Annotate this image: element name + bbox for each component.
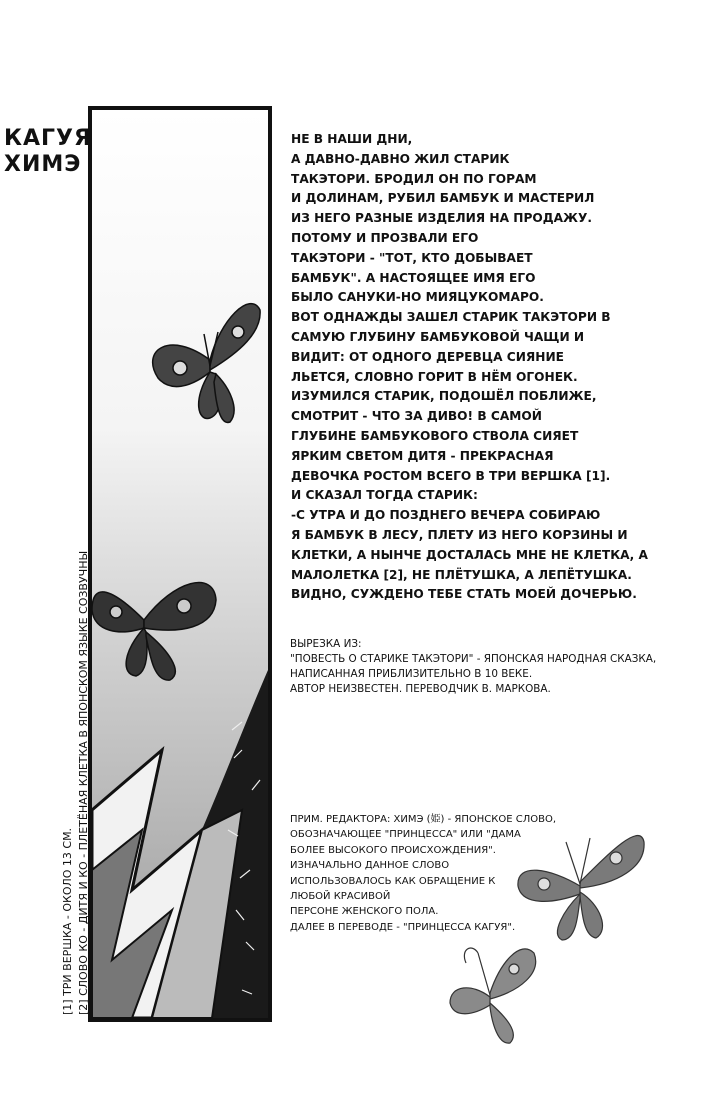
story-line: САМУЮ ГЛУБИНУ БАМБУКОВОЙ ЧАЩИ И bbox=[291, 329, 585, 344]
story-text bbox=[291, 130, 648, 605]
story-line: ГЛУБИНЕ БАМБУКОВОГО СТВОЛА СИЯЕТ bbox=[291, 428, 579, 443]
source-line: ВЫРЕЗКА ИЗ: bbox=[290, 638, 362, 650]
story-line: ЛЬЕТСЯ, СЛОВНО ГОРИТ В НЁМ ОГОНЕК. bbox=[291, 369, 578, 384]
source-citation bbox=[290, 637, 690, 697]
scroll-illustration bbox=[88, 106, 272, 1022]
note-line: БОЛЕЕ ВЫСОКОГО ПРОИСХОЖДЕНИЯ". bbox=[290, 844, 496, 856]
story-line: ИЗУМИЛСЯ СТАРИК, ПОДОШЁЛ ПОБЛИЖЕ, bbox=[291, 389, 597, 404]
source-line: НАПИСАННАЯ ПРИБЛИЗИТЕЛЬНО В 10 ВЕКЕ. bbox=[290, 668, 533, 680]
note-line: ОБОЗНАЧАЮЩЕЕ "ПРИНЦЕССА" ИЛИ "ДАМА bbox=[290, 829, 521, 841]
note-line: ДАЛЕЕ В ПЕРЕВОДЕ - "ПРИНЦЕССА КАГУЯ". bbox=[290, 921, 516, 933]
note-line: ИЗНАЧАЛЬНО ДАННОЕ СЛОВО bbox=[290, 860, 450, 872]
story-line: И ДОЛИНАМ, РУБИЛ БАМБУК И МАСТЕРИЛ bbox=[291, 191, 595, 206]
story-line: ВОТ ОДНАЖДЫ ЗАШЕЛ СТАРИК ТАКЭТОРИ В bbox=[291, 310, 611, 325]
butterfly-scroll-icon bbox=[92, 110, 268, 1018]
story-line: БЫЛО САНУКИ-НО МИЯЦУКОМАРО. bbox=[291, 290, 544, 305]
story-line: МАЛОЛЕТКА [2], НЕ ПЛЁТУШКА, А ЛЕПЁТУШКА. bbox=[291, 567, 632, 582]
note-line: ПЕРСОНЕ ЖЕНСКОГО ПОЛА. bbox=[290, 906, 439, 918]
story-line: ДЕВОЧКА РОСТОМ ВСЕГО В ТРИ ВЕРШКА [1]. bbox=[291, 468, 611, 483]
story-line: Я БАМБУК В ЛЕСУ, ПЛЕТУ ИЗ НЕГО КОРЗИНЫ И bbox=[291, 527, 628, 542]
story-line: А ДАВНО-ДАВНО ЖИЛ СТАРИК bbox=[291, 151, 510, 166]
story-line: ТАКЭТОРИ. БРОДИЛ ОН ПО ГОРАМ bbox=[291, 171, 537, 186]
story-line: ИЗ НЕГО РАЗНЫЕ ИЗДЕЛИЯ НА ПРОДАЖУ. bbox=[291, 211, 593, 226]
story-line: ВИДИТ: ОТ ОДНОГО ДЕРЕВЦА СИЯНИЕ bbox=[291, 349, 564, 364]
footnote-1: [1] ТРИ ВЕРШКА - ОКОЛО 13 СМ. bbox=[61, 827, 74, 1015]
page-title bbox=[4, 126, 92, 178]
footnote-2: [2] СЛОВО КО - ДИТЯ И КО - ПЛЕТЁНАЯ КЛЕТКА В ЯПОНСКОМ ЯЗЫКЕ СОЗВУЧНЫ bbox=[77, 550, 90, 1015]
story-line: БАМБУК". А НАСТОЯЩЕЕ ИМЯ ЕГО bbox=[291, 270, 536, 285]
footnotes bbox=[60, 495, 92, 1015]
story-line: -С УТРА И ДО ПОЗДНЕГО ВЕЧЕРА СОБИРАЮ bbox=[291, 508, 601, 523]
story-line: СМОТРИТ - ЧТО ЗА ДИВО! В САМОЙ bbox=[291, 409, 542, 424]
butterfly-small-icon bbox=[428, 935, 558, 1055]
title-line-1: КАГУЯ bbox=[4, 126, 92, 151]
note-line: ЛЮБОЙ КРАСИВОЙ bbox=[290, 891, 391, 903]
story-line: ЯРКИМ СВЕТОМ ДИТЯ - ПРЕКРАСНАЯ bbox=[291, 448, 554, 463]
story-line: ПОТОМУ И ПРОЗВАЛИ ЕГО bbox=[291, 230, 479, 245]
story-line: КЛЕТКИ, А НЫНЧЕ ДОСТАЛАСЬ МНЕ НЕ КЛЕТКА, А bbox=[291, 547, 648, 562]
story-line: ВИДНО, СУЖДЕНО ТЕБЕ СТАТЬ МОЕЙ ДОЧЕРЬЮ. bbox=[291, 587, 637, 602]
source-line: "ПОВЕСТЬ О СТАРИКЕ ТАКЭТОРИ" - ЯПОНСКАЯ НАРОДНАЯ СКАЗКА, bbox=[290, 653, 657, 665]
note-line: ИСПОЛЬЗОВАЛОСЬ КАК ОБРАЩЕНИЕ К bbox=[290, 875, 496, 887]
note-line: ПРИМ. РЕДАКТОРА: ХИМЭ (姫) - ЯПОНСКОЕ СЛОВО, bbox=[290, 814, 556, 825]
source-line: АВТОР НЕИЗВЕСТЕН. ПЕРЕВОДЧИК В. МАРКОВА. bbox=[290, 683, 551, 695]
story-line: НЕ В НАШИ ДНИ, bbox=[291, 132, 413, 146]
story-line: И СКАЗАЛ ТОГДА СТАРИК: bbox=[291, 488, 478, 503]
story-line: ТАКЭТОРИ - "ТОТ, КТО ДОБЫВАЕТ bbox=[291, 250, 533, 265]
butterfly-large-icon bbox=[510, 820, 650, 950]
title-line-2: ХИМЭ bbox=[4, 152, 82, 177]
